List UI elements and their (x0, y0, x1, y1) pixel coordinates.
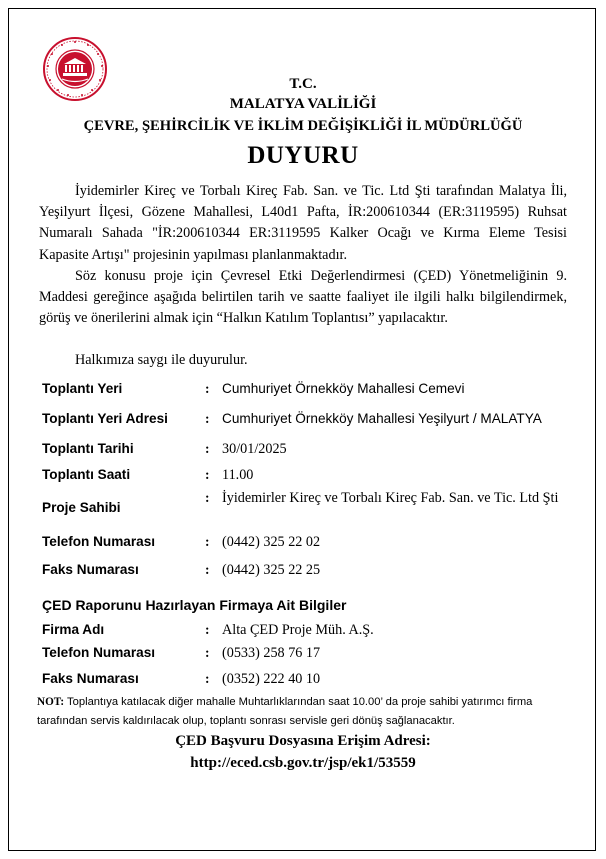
row-colon: : (205, 411, 210, 426)
header-directorate: ÇEVRE, ŞEHİRCİLİK VE İKLİM DEĞİŞİKLİĞİ İL MÜDÜRLÜĞÜ (83, 118, 523, 134)
row-label: Toplantı Yeri Adresi (42, 411, 168, 426)
row-label: Toplantı Saati (42, 467, 131, 482)
access-url: http://eced.csb.gov.tr/jsp/ek1/53559 (190, 755, 416, 771)
header-tc: T.C. (289, 76, 317, 92)
row-value: İyidemirler Kireç ve Torbalı Kireç Fab. San. ve Tic. Ltd Şti (222, 490, 559, 506)
note-text (37, 693, 577, 731)
row-colon: : (205, 622, 210, 637)
row-label: Proje Sahibi (42, 500, 121, 515)
row-value: (0442) 325 22 25 (222, 562, 321, 578)
row-label: Faks Numarası (42, 671, 139, 686)
row-colon: : (205, 645, 210, 660)
note-body: Toplantıya katılacak diğer mahalle Muhtarlıklarından saat 10.00’ da proje sahibi yatırımcı firma tarafından servis kaldırılacak olup, toplantı sonrası servisle geri dönüş sağlanacaktır. (37, 696, 533, 727)
row-colon: : (205, 490, 210, 505)
row-label: Toplantı Tarihi (42, 441, 134, 456)
row-label: Toplantı Yeri (42, 381, 123, 396)
row-label: Firma Adı (42, 622, 105, 637)
row-colon: : (205, 467, 210, 482)
row-value: 11.00 (222, 467, 254, 483)
row-label: Telefon Numarası (42, 534, 156, 549)
row-colon: : (205, 381, 210, 396)
row-colon: : (205, 562, 210, 577)
paragraph-project: İyidemirler Kireç ve Torbalı Kireç Fab. San. ve Tic. Ltd Şti tarafından Malatya İli, Yeşilyurt İlçesi, Gözene Mahallesi, L40d1 Pafta, İR:200610344 (ER:3119595) Ruhsat Numaralı Sahada "İR:200610344 ER:3119595 Kalker Ocağı ve Kırma Eleme Tesisi Kapasite Artışı" projesinin yapılması planlanmaktadır. (39, 183, 567, 263)
access-address-title: ÇED Başvuru Dosyasına Erişim Adresi: (175, 733, 431, 749)
row-colon: : (205, 534, 210, 549)
row-value: (0352) 222 40 10 (222, 671, 321, 687)
row-label: Faks Numarası (42, 562, 139, 577)
row-value: (0533) 258 76 17 (222, 645, 321, 661)
note-prefix: NOT: (37, 696, 65, 708)
row-label: Telefon Numarası (42, 645, 156, 660)
header-governorship: MALATYA VALİLİĞİ (229, 96, 377, 112)
row-colon: : (205, 671, 210, 686)
firm-section-title: ÇED Raporunu Hazırlayan Firmaya Ait Bilgiler (42, 597, 347, 613)
row-value: Cumhuriyet Örnekköy Mahallesi Cemevi (222, 381, 465, 396)
row-value: (0442) 325 22 02 (222, 534, 321, 550)
announcement-title: DUYURU (247, 142, 359, 169)
row-value: 30/01/2025 (222, 441, 287, 457)
paragraph-closing: Halkımıza saygı ile duyurulur. (75, 352, 248, 368)
row-value: Alta ÇED Proje Müh. A.Ş. (222, 622, 374, 638)
row-colon: : (205, 441, 210, 456)
paragraph-meeting-purpose: Söz konusu proje için Çevresel Etki Değerlendirmesi (ÇED) Yönetmeliğinin 9. Maddesi gereğince aşağıda belirtilen tarih ve saatte faaliyet ile ilgili halkı bilgilendirmek, görüş ve önerilerini almak için “Halkın Katılım Toplantısı” yapılacaktır. (39, 268, 567, 327)
row-value: Cumhuriyet Örnekköy Mahallesi Yeşilyurt / MALATYA (222, 411, 542, 426)
